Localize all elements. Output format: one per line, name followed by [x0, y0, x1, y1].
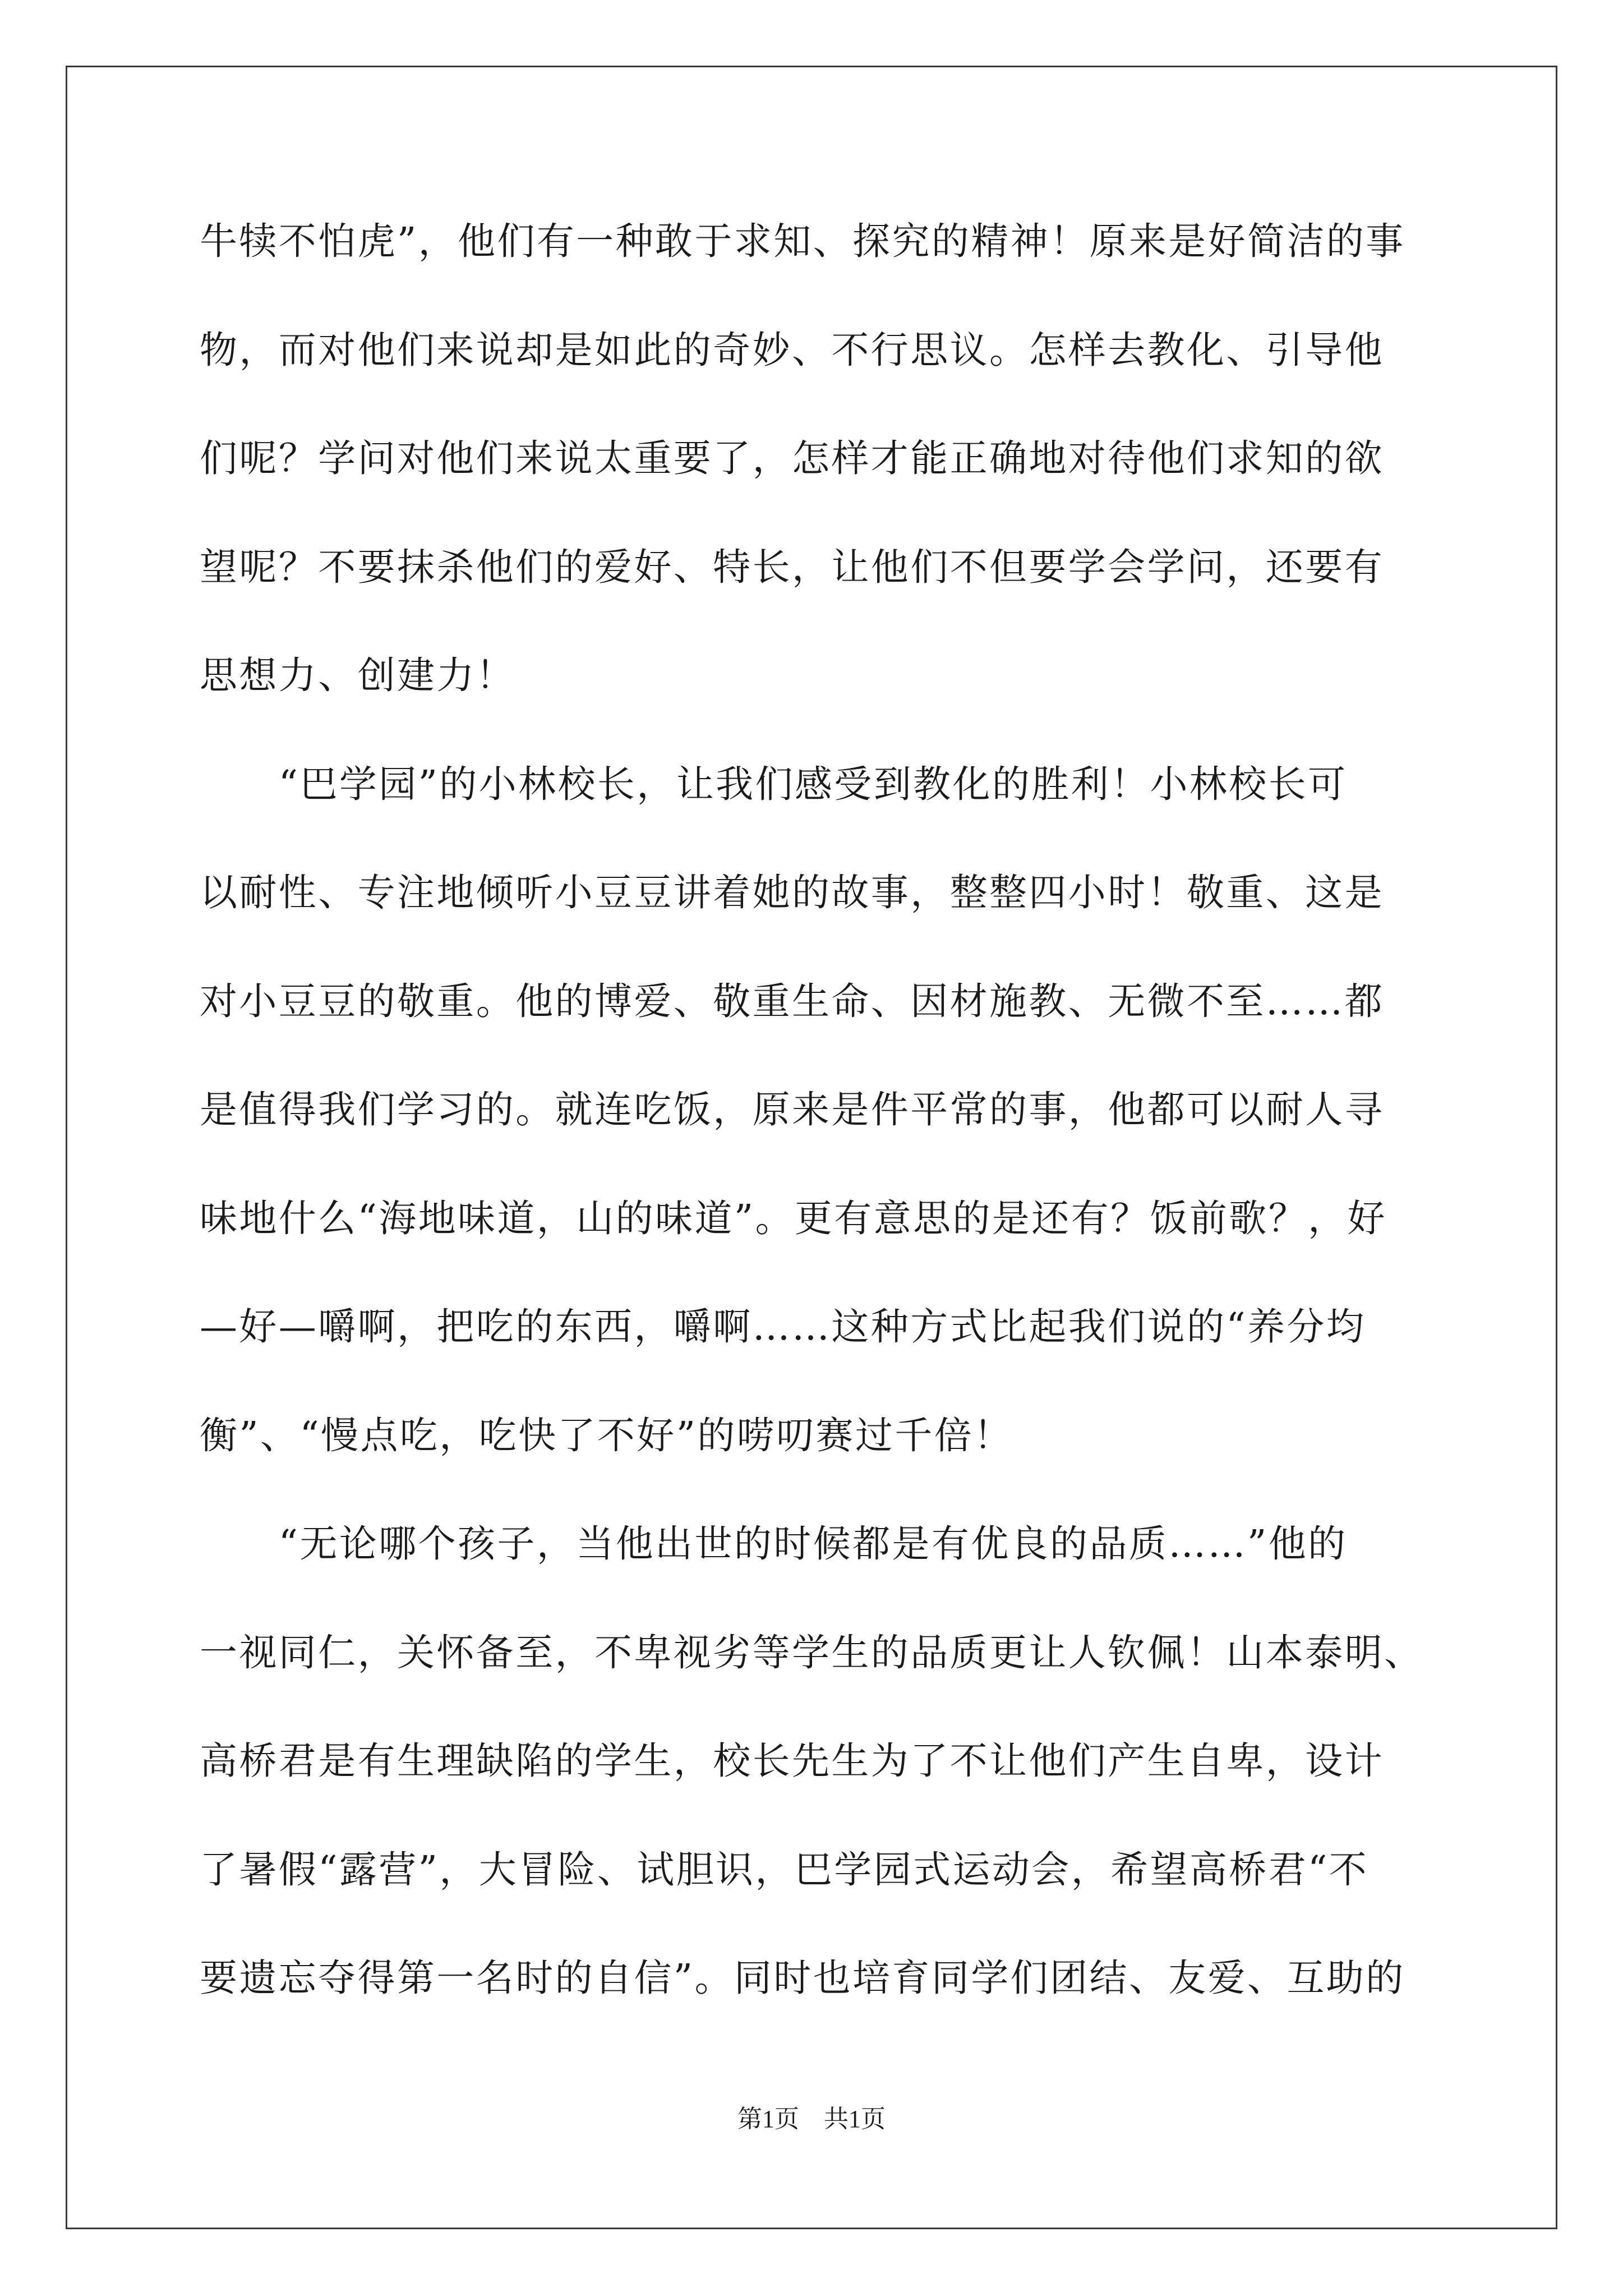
text-line: 高桥君是有生理缺陷的学生，校长先生为了不让他们产生自卑，设计 [200, 1739, 1384, 1783]
text-line: 是值得我们学习的。就连吃饭，原来是件平常的事，他都可以耐人寻 [200, 1088, 1384, 1131]
text-line: 思想力、创建力！ [200, 654, 516, 697]
text-line: 了暑假“露营”，大冒险、试胆识，巴学园式运动会，希望高桥君“不 [200, 1847, 1369, 1892]
text-line: 物，而对他们来说却是如此的奇妙、不行思议。怎样去教化、引导他 [200, 328, 1384, 372]
text-line: —好—嚼啊，把吃的东西，嚼啊……这种方式比起我们说的“养分均 [200, 1305, 1366, 1349]
text-line: “巴学园”的小林校长，让我们感受到教化的胜利！小林校长可 [200, 762, 1348, 806]
document-body [200, 213, 1422, 2059]
text-line: 要遗忘夺得第一名时的自信”。同时也培育同学们团结、友爱、互助的 [200, 1956, 1405, 2000]
page-number-footer: 第1页 共1页 [737, 2105, 886, 2133]
text-line: 一视同仁，关怀备至，不卑视劣等学生的品质更让人钦佩！山本泰明、 [200, 1630, 1424, 1674]
text-line: 味地什么“海地味道，山的味道”。更有意思的是还有？饭前歌？，好 [200, 1196, 1387, 1240]
text-line: “无论哪个孩子，当他出世的时候都是有优良的品质……”他的 [200, 1522, 1348, 1566]
text-line: 望呢？不要抹杀他们的爱好、特长，让他们不但要学会学问，还要有 [200, 545, 1384, 589]
text-line: 对小豆豆的敬重。他的博爱、敬重生命、因材施教、无微不至……都 [200, 979, 1384, 1023]
text-line: 衡”、“慢点吃，吃快了不好”的唠叨赛过千倍！ [200, 1413, 1013, 1457]
text-line: 以耐性、专注地倾听小豆豆讲着她的故事，整整四小时！敬重、这是 [200, 871, 1384, 914]
text-line: 们呢？学问对他们来说太重要了，怎样才能正确地对待他们求知的欲 [200, 436, 1384, 480]
text-line: 牛犊不怕虎”，他们有一种敢于求知、探究的精神！原来是好简洁的事 [200, 219, 1405, 263]
